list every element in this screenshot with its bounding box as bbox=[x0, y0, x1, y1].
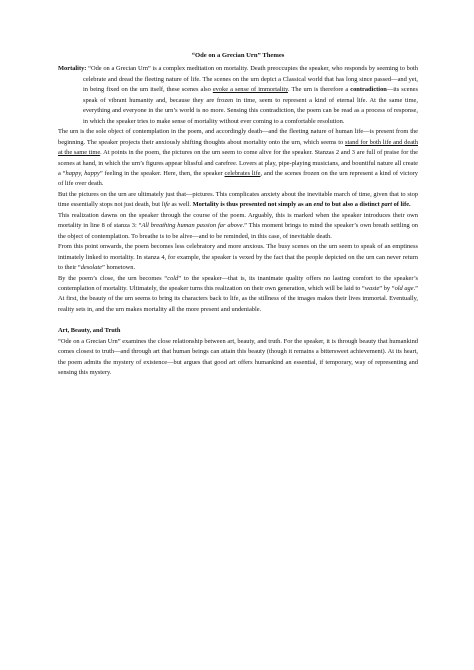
mortality-paragraph-2: The urn is the sole object of contemplation in the poem, and accordingly death—and the fleeting nature of human life—is present from the beginning. The speaker projects their anxiously shifting thoughts about mortality onto the urn, which seems to stand for both life and death at the same time. At points in the poem, the pictures on the urn seem to come alive for the speaker. Stanzas 2 and 3 are full of praise for the scenes at hand, in which the urn’s figures appear blissful and carefree. Lovers at play, pipe-playing musicians, and bountiful nature all create a “happy, happy” feeling in the speaker. Here, then, the speaker celebrates life, and the scenes frozen on the urn represent a kind of victory of life over death. bbox=[58, 128, 419, 188]
mortality-label: Mortality: bbox=[58, 65, 87, 73]
quoted-word: waste bbox=[364, 284, 380, 292]
art-paragraph-1: “Ode on a Grecian Urn” examines the close relationship between art, beauty, and truth. For the speaker, it is through beauty that humankind comes closest to truth—and through art that human beings can attain this beauty (though it remains a bittersweet achievement). At its heart, the poem admits the mystery of existence—but argues that good art offers humankind an essential, if temporary, way of representing and sensing this mystery. bbox=[58, 337, 418, 377]
mortality-paragraph-1: Mortality: “Ode on a Grecian Urn” is a complex meditation on mortality. Death preoccupies the speaker, who responds by seeming to both celebrate and dread the fleeting nature of life. The scenes on the urn depict a Classical world that has long since passed—and yet, in being fixed on the urn itself, these scenes also evoke a sense of immortality. The urn is therefore a contradiction—its scenes speak of vibrant humanity and, because they are frozen in time, seem to represent a kind of eternal life. At the same time, everything and everyone in the urn’s world is no more. Sensing this contradiction, the poem can be read as a process of response, in which the speaker tries to make sense of mortality without ever coming to a comfortable resolution. bbox=[58, 65, 418, 125]
underlined-phrase: stand for both life and death at the same time bbox=[58, 138, 419, 157]
bold-statement: to but also a distinct bbox=[323, 201, 382, 209]
bold-term: contradiction bbox=[350, 86, 387, 94]
mortality-paragraph-4: This realization dawns on the speaker through the course of the poem. Arguably, this is marked when the speaker introduces their own mortality in line 8 of stanza 3: “All breathing human passion far above.” This moment brings to mind the speaker’s own breath settling on the object of contemplation. To breathe is to be alive—and to be reminded, in this case, of inevitable death. bbox=[58, 211, 418, 240]
quoted-word: desolate bbox=[80, 264, 103, 272]
underlined-phrase: celebrates life bbox=[224, 169, 261, 177]
mortality-paragraph-3: But the pictures on the urn are ultimately just that—pictures. This complicates anxiety about the inevitable march of time, given that to stop time essentially stops not just death, but life as well. Mortality is thus presented not simply as an end to but also a distinct part of life. bbox=[58, 190, 418, 209]
quoted-word: old age bbox=[394, 284, 414, 292]
bold-italic-word: end bbox=[313, 201, 324, 209]
underlined-phrase: evoke a sense of immortality bbox=[212, 86, 288, 94]
mortality-paragraph-7: At first, the beauty of the urn seems to bring its characters back to life, as the stillness of the images makes their lives immortal. Eventually, reality sets in, and the urn makes mortality all the more present and undeniable. bbox=[58, 295, 418, 313]
quoted-word: cold bbox=[167, 274, 179, 282]
bold-statement: Mortality is thus presented not simply as an bbox=[192, 201, 314, 209]
section-heading-art-beauty-truth: Art, Beauty, and Truth bbox=[58, 327, 121, 335]
quoted-phrase: happy, happy bbox=[65, 169, 100, 177]
bold-italic-word: part bbox=[381, 201, 393, 209]
mortality-paragraph-6: By the poem’s close, the urn becomes “cold” to the speaker—that is, its inanimate quality offers no lasting comfort to the speaker’s contemplation of mortality. Ultimately, the speaker turns this realization on their own generation, which will be laid to “waste” by “old age.” bbox=[58, 274, 418, 292]
bold-statement: of life. bbox=[392, 201, 411, 209]
document-title: “Ode on a Grecian Urn” Themes bbox=[191, 52, 285, 59]
mortality-paragraph-5: From this point onwards, the poem becomes less celebratory and more anxious. The busy scenes on the urn seem to speak of an emptiness intimately linked to mortality. In stanza 4, for example, the speaker is vexed by the fact that the people depicted on the urn can never return to their “desolate” hometown. bbox=[58, 243, 418, 272]
document-page bbox=[58, 51, 418, 379]
quoted-line: All breathing human passion far above bbox=[141, 222, 243, 230]
italic-word: life bbox=[161, 201, 170, 209]
